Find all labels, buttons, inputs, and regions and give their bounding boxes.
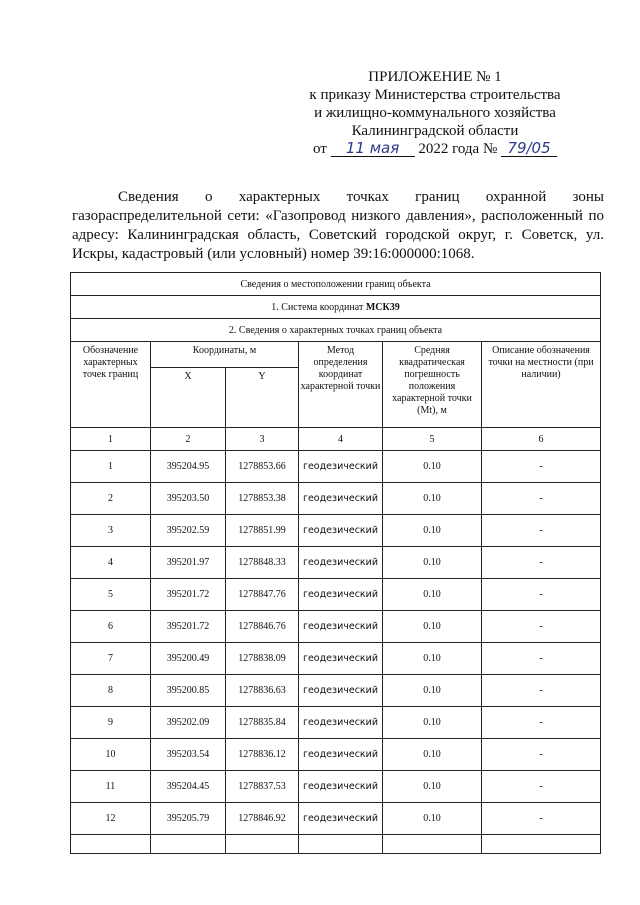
table-row (71, 739, 601, 771)
description-cell: - (482, 451, 601, 483)
column-number-row (71, 428, 601, 451)
header-designation: Обозначение характерных точек границ (71, 342, 151, 428)
header-x: X (151, 368, 226, 428)
header-coordinates: Координаты, м (151, 342, 299, 368)
coord-x-cell: 395203.50 (151, 483, 226, 515)
coord-y-cell: 1278846.92 (226, 803, 299, 835)
date-year: 2022 года № (418, 141, 498, 157)
column-number: 2 (151, 428, 226, 451)
point-number-cell: 2 (71, 483, 151, 515)
coordinate-system-label: 1. Система координат (271, 301, 364, 313)
appendix-date-line (300, 140, 570, 158)
column-number: 3 (226, 428, 299, 451)
description-cell: - (482, 803, 601, 835)
coord-x-cell: 395204.95 (151, 451, 226, 483)
mt-value-cell: 0.10 (383, 451, 482, 483)
coord-x-cell: 395201.97 (151, 547, 226, 579)
empty-cell (299, 835, 383, 854)
table-row (71, 643, 601, 675)
mt-value-cell: 0.10 (383, 707, 482, 739)
mt-value-cell: 0.10 (383, 515, 482, 547)
method-cell: геодезический (299, 483, 383, 515)
mt-value-cell: 0.10 (383, 771, 482, 803)
table-row (71, 771, 601, 803)
coord-x-cell: 395203.54 (151, 739, 226, 771)
mt-value-cell: 0.10 (383, 579, 482, 611)
handwritten-date: 11 мая (331, 140, 415, 157)
method-cell: геодезический (299, 803, 383, 835)
coord-y-cell: 1278853.38 (226, 483, 299, 515)
empty-cell (482, 835, 601, 854)
header-description: Описание обозначения точки на местности (при наличии) (482, 342, 601, 428)
table-title: Сведения о местоположении границ объекта (71, 273, 601, 296)
coord-y-cell: 1278846.76 (226, 611, 299, 643)
header-method: Метод определения координат характерной точки (299, 342, 383, 428)
point-number-cell: 3 (71, 515, 151, 547)
coord-x-cell: 395202.09 (151, 707, 226, 739)
point-number-cell: 10 (71, 739, 151, 771)
table-row (71, 515, 601, 547)
header-error: Средняя квадратическая погрешность положения характерной точки (Mt), м (383, 342, 482, 428)
coord-y-cell: 1278835.84 (226, 707, 299, 739)
coord-y-cell: 1278836.12 (226, 739, 299, 771)
method-cell: геодезический (299, 611, 383, 643)
coord-x-cell: 395201.72 (151, 611, 226, 643)
coord-y-cell: 1278836.63 (226, 675, 299, 707)
point-number-cell: 5 (71, 579, 151, 611)
table-row (71, 451, 601, 483)
method-cell: геодезический (299, 707, 383, 739)
mt-value-cell: 0.10 (383, 547, 482, 579)
appendix-ministry-line: и жилищно-коммунального хозяйства (314, 105, 556, 121)
date-prefix: от (312, 141, 327, 157)
appendix-order-line: к приказу Министерства строительства (309, 87, 561, 103)
point-number-cell: 9 (71, 707, 151, 739)
mt-value-cell: 0.10 (383, 483, 482, 515)
description-cell: - (482, 547, 601, 579)
table-row (71, 579, 601, 611)
column-number: 6 (482, 428, 601, 451)
point-number-cell: 7 (71, 643, 151, 675)
point-number-cell: 1 (71, 451, 151, 483)
mt-value-cell: 0.10 (383, 675, 482, 707)
column-number: 1 (71, 428, 151, 451)
coord-x-cell: 395202.59 (151, 515, 226, 547)
table-row (71, 611, 601, 643)
intro-paragraph: Сведения о характерных точках границ охранной зоны газораспределительной сети: «Газопровод низкого давления», расположенный по адресу: Калининградская область, Советский городской округ, г. Советск, ул. Искры, кадастровый (или условный) номер 39:16:000000:1068. (72, 189, 604, 262)
method-cell: геодезический (299, 579, 383, 611)
description-cell: - (482, 771, 601, 803)
method-cell: геодезический (299, 515, 383, 547)
coord-x-cell: 395200.85 (151, 675, 226, 707)
description-cell: - (482, 579, 601, 611)
table-row (71, 707, 601, 739)
description-cell: - (482, 643, 601, 675)
empty-cell (151, 835, 226, 854)
method-cell: геодезический (299, 643, 383, 675)
method-cell: геодезический (299, 547, 383, 579)
table-row (71, 547, 601, 579)
method-cell: геодезический (299, 675, 383, 707)
description-cell: - (482, 739, 601, 771)
coordinate-system-cell (71, 296, 601, 319)
coord-x-cell: 395201.72 (151, 579, 226, 611)
empty-cell (383, 835, 482, 854)
description-cell: - (482, 675, 601, 707)
coord-x-cell: 395204.45 (151, 771, 226, 803)
appendix-header (300, 68, 570, 158)
coord-y-cell: 1278837.53 (226, 771, 299, 803)
coordinate-system-name: МСК39 (365, 301, 400, 313)
coord-y-cell: 1278853.66 (226, 451, 299, 483)
point-number-cell: 11 (71, 771, 151, 803)
coord-y-cell: 1278847.76 (226, 579, 299, 611)
column-number: 5 (383, 428, 482, 451)
handwritten-order-number: 79/05 (501, 140, 557, 157)
point-number-cell: 6 (71, 611, 151, 643)
description-cell: - (482, 515, 601, 547)
description-cell: - (482, 611, 601, 643)
description-cell: - (482, 707, 601, 739)
coord-x-cell: 395205.79 (151, 803, 226, 835)
method-cell: геодезический (299, 739, 383, 771)
mt-value-cell: 0.10 (383, 643, 482, 675)
point-number-cell: 12 (71, 803, 151, 835)
coord-y-cell: 1278848.33 (226, 547, 299, 579)
appendix-region-line: Калининградской области (351, 123, 519, 139)
header-y: Y (226, 368, 299, 428)
coord-y-cell: 1278838.09 (226, 643, 299, 675)
coord-y-cell: 1278851.99 (226, 515, 299, 547)
column-number: 4 (299, 428, 383, 451)
coordinates-table (70, 272, 601, 854)
point-number-cell: 8 (71, 675, 151, 707)
table-row (71, 803, 601, 835)
mt-value-cell: 0.10 (383, 739, 482, 771)
mt-value-cell: 0.10 (383, 803, 482, 835)
mt-value-cell: 0.10 (383, 611, 482, 643)
table-row (71, 675, 601, 707)
method-cell: геодезический (299, 771, 383, 803)
description-cell: - (482, 483, 601, 515)
coord-x-cell: 395200.49 (151, 643, 226, 675)
section-title: 2. Сведения о характерных точках границ объекта (71, 319, 601, 342)
table-continuation-row (71, 835, 601, 854)
point-number-cell: 4 (71, 547, 151, 579)
table-row (71, 483, 601, 515)
method-cell: геодезический (299, 451, 383, 483)
appendix-title: ПРИЛОЖЕНИЕ № 1 (368, 69, 502, 85)
empty-cell (226, 835, 299, 854)
empty-cell (71, 835, 151, 854)
